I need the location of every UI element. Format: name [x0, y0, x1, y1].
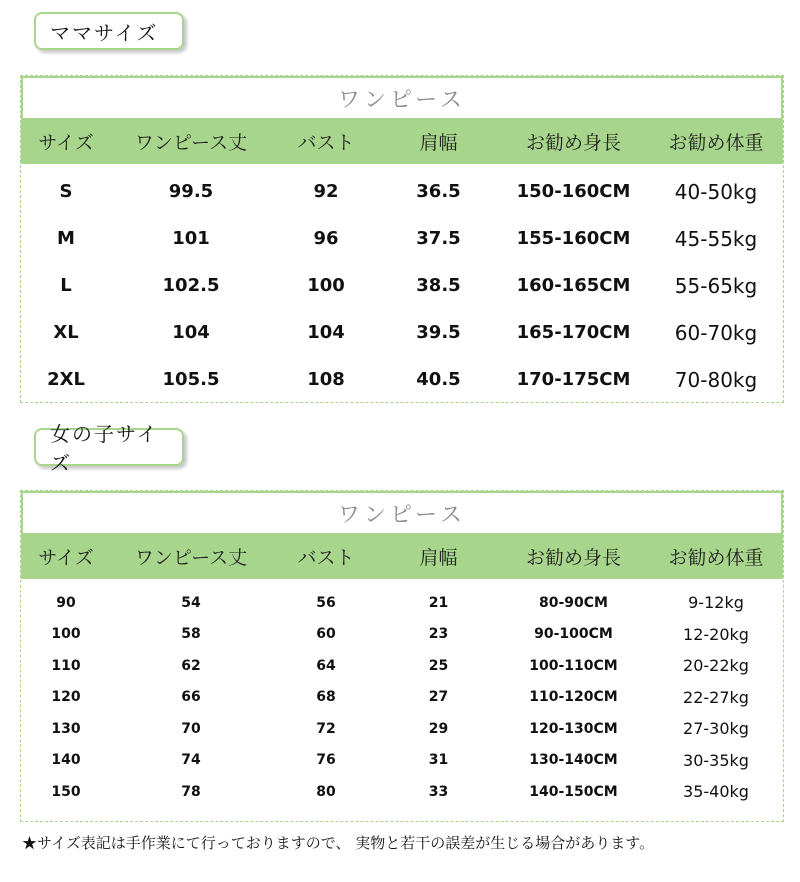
cell-length: 78	[181, 783, 201, 800]
cell-bust: 68	[316, 689, 336, 706]
header-size: サイズ	[38, 546, 94, 569]
cell-bust: 72	[316, 720, 336, 737]
cell-size: 90	[56, 594, 76, 611]
cell-size: 120	[51, 689, 81, 706]
cell-size: 140	[51, 752, 81, 769]
cell-weight: 45-55kg	[674, 226, 758, 251]
cell-shoulder: 37.5	[416, 228, 461, 249]
cell-height: 170-175CM	[516, 369, 631, 390]
table-row	[21, 713, 783, 745]
header-length: ワンピース丈	[134, 546, 248, 569]
table-row	[21, 682, 783, 714]
cell-length: 70	[181, 720, 201, 737]
cell-height: 160-165CM	[516, 275, 631, 296]
mama-size-table	[20, 75, 784, 403]
cell-size: S	[59, 181, 73, 202]
table-row	[21, 262, 783, 309]
cell-weight: 30-35kg	[683, 750, 749, 770]
girl-size-table	[20, 490, 784, 822]
cell-length: 102.5	[162, 275, 220, 296]
cell-weight: 22-27kg	[683, 687, 749, 707]
size-disclaimer-note: ★サイズ表記は手作業にて行っておりますので、 実物と若干の誤差が生じる場合があります。	[22, 834, 655, 852]
table-row	[21, 745, 783, 777]
header-shoulder: 肩幅	[419, 546, 458, 569]
cell-height: 90-100CM	[534, 626, 613, 643]
cell-shoulder: 29	[428, 720, 449, 737]
cell-bust: 60	[316, 626, 336, 643]
cell-bust: 56	[316, 594, 336, 611]
cell-size: 100	[51, 626, 81, 643]
girl-table-body	[21, 579, 783, 808]
cell-bust: 108	[307, 369, 345, 390]
cell-height: 130-140CM	[529, 752, 618, 769]
header-bust: バスト	[297, 546, 355, 569]
cell-weight: 12-20kg	[683, 624, 749, 644]
cell-size: 110	[51, 657, 81, 674]
mama-table-body	[21, 164, 783, 403]
cell-shoulder: 21	[428, 594, 449, 611]
cell-bust: 92	[313, 181, 339, 202]
table-row	[21, 619, 783, 651]
cell-height: 110-120CM	[529, 689, 618, 706]
cell-length: 104	[172, 322, 210, 343]
cell-size: M	[57, 228, 75, 249]
cell-weight: 27-30kg	[683, 719, 749, 739]
cell-length: 66	[181, 689, 201, 706]
cell-bust: 80	[316, 783, 336, 800]
cell-height: 165-170CM	[516, 322, 631, 343]
girl-table-header	[21, 533, 783, 579]
cell-shoulder: 31	[428, 752, 449, 769]
cell-height: 120-130CM	[529, 720, 618, 737]
cell-size: L	[60, 275, 72, 296]
mama-table-title: ワンピース	[21, 76, 783, 118]
cell-shoulder: 23	[428, 626, 449, 643]
cell-bust: 96	[313, 228, 339, 249]
cell-weight: 60-70kg	[674, 320, 758, 345]
mama-size-label: ママサイズ	[34, 12, 184, 50]
cell-shoulder: 27	[428, 689, 449, 706]
header-weight: お勧め体重	[668, 546, 764, 569]
header-weight: お勧め体重	[668, 131, 764, 154]
cell-length: 105.5	[162, 369, 220, 390]
table-row	[21, 776, 783, 808]
cell-shoulder: 39.5	[416, 322, 461, 343]
cell-bust: 76	[316, 752, 336, 769]
table-row	[21, 650, 783, 682]
cell-length: 58	[181, 626, 201, 643]
table-row	[21, 356, 783, 403]
cell-height: 140-150CM	[529, 783, 618, 800]
cell-bust: 64	[316, 657, 336, 674]
table-row	[21, 215, 783, 262]
cell-bust: 104	[307, 322, 345, 343]
table-row	[21, 168, 783, 215]
header-length: ワンピース丈	[134, 131, 248, 154]
cell-size: 130	[51, 720, 81, 737]
cell-shoulder: 36.5	[416, 181, 461, 202]
header-shoulder: 肩幅	[419, 131, 458, 154]
cell-weight: 9-12kg	[688, 593, 744, 613]
cell-height: 150-160CM	[516, 181, 631, 202]
cell-length: 99.5	[168, 181, 214, 202]
header-height: お勧め身長	[525, 546, 621, 569]
table-row	[21, 587, 783, 619]
cell-length: 74	[181, 752, 201, 769]
cell-shoulder: 25	[428, 657, 449, 674]
cell-height: 80-90CM	[539, 594, 608, 611]
cell-length: 101	[172, 228, 210, 249]
cell-size: 150	[51, 783, 81, 800]
cell-height: 100-110CM	[529, 657, 618, 674]
table-row	[21, 309, 783, 356]
cell-bust: 100	[307, 275, 345, 296]
cell-size: XL	[53, 322, 79, 343]
cell-height: 155-160CM	[516, 228, 631, 249]
cell-weight: 55-65kg	[674, 273, 758, 298]
cell-shoulder: 33	[428, 783, 449, 800]
cell-length: 54	[181, 594, 201, 611]
header-bust: バスト	[297, 131, 355, 154]
mama-table-header	[21, 118, 783, 164]
header-size: サイズ	[38, 131, 94, 154]
cell-shoulder: 40.5	[416, 369, 461, 390]
cell-weight: 35-40kg	[683, 782, 749, 802]
cell-length: 62	[181, 657, 201, 674]
header-height: お勧め身長	[525, 131, 621, 154]
girl-size-label: 女の子サイズ	[34, 428, 184, 466]
cell-weight: 40-50kg	[674, 179, 758, 204]
girl-table-title: ワンピース	[21, 491, 783, 533]
cell-weight: 70-80kg	[674, 367, 758, 392]
cell-weight: 20-22kg	[683, 656, 749, 676]
cell-size: 2XL	[47, 369, 85, 390]
cell-shoulder: 38.5	[416, 275, 461, 296]
